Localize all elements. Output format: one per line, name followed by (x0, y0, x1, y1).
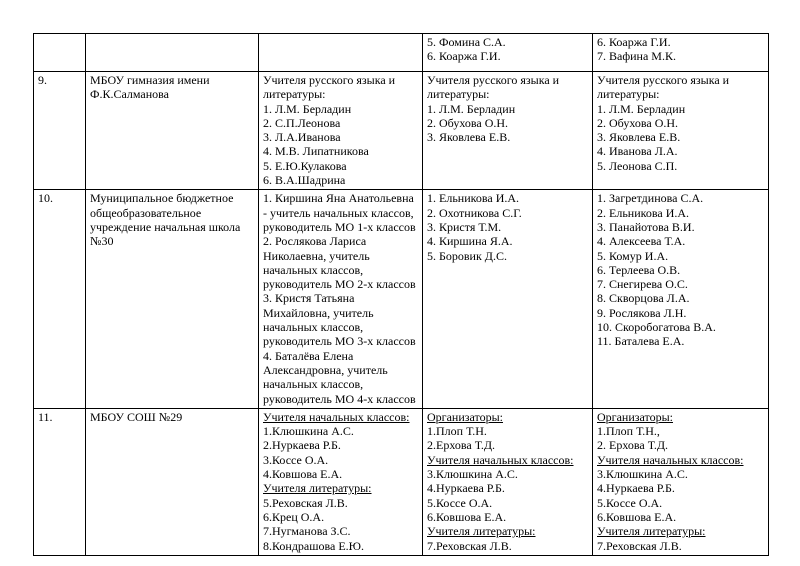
cell-text-line: 11. Баталева Е.А. (597, 334, 685, 349)
cell-text-line: 11. (38, 409, 53, 424)
table-cell-col2 (86, 72, 259, 190)
cell-text-line: 3. Кристя Т.М. (427, 219, 502, 234)
teachers-table (33, 33, 769, 556)
cell-text-line: 6.Крец О.А. (263, 509, 325, 524)
table-cell-col5 (593, 34, 769, 72)
cell-text-line: 1. Ельникова И.А. (427, 191, 520, 206)
cell-text-line: 6. Коаржа Г.И. (427, 49, 501, 64)
table-cell-col1 (34, 34, 86, 72)
cell-text-line: 2.Ерхова Т.Д. (427, 438, 496, 453)
table-cell-col3 (259, 408, 423, 555)
table-cell-col4 (423, 72, 593, 190)
table-cell-col4 (423, 34, 593, 72)
cell-text-line: 4. М.В. Липатникова (263, 144, 369, 159)
table-cell-col5 (593, 190, 769, 408)
cell-heading-underlined: Организаторы: (427, 409, 503, 424)
cell-text-line: 4. Иванова Л.А. (597, 144, 678, 159)
cell-text-line: 6.Ковшова Е.А. (427, 509, 507, 524)
cell-text-line: 3. Кристя Татьяна Михайловна, учитель начальных классов, руководитель МО 3-х классов (263, 291, 416, 349)
table-cell-col1 (34, 190, 86, 408)
teachers-table-body (34, 34, 769, 556)
cell-text-line: 6. В.А.Шадрина (263, 173, 346, 188)
cell-text-line: 5. Е.Ю.Кулакова (263, 158, 347, 173)
cell-text-line: 5. Леонова С.П. (597, 158, 678, 173)
cell-text-line: 4.Нуркаева Р.Б. (427, 481, 505, 496)
table-cell-col2 (86, 34, 259, 72)
table-cell-col3 (259, 190, 423, 408)
cell-text-line: 2. Охотникова С.Г. (427, 205, 522, 220)
cell-text-line: 7.Реховская Л.В. (597, 538, 682, 553)
cell-heading-underlined: Учителя литературы: (427, 524, 536, 539)
cell-text-line: 1.Клюшкина А.С. (263, 424, 354, 439)
cell-text-line: 4.Ковшова Е.А. (263, 467, 343, 482)
cell-text-line: 4.Нуркаева Р.Б. (597, 481, 675, 496)
cell-text-line: 6. Коаржа Г.И. (597, 35, 671, 49)
cell-text-line: МБОУ СОШ №29 (90, 409, 183, 424)
cell-text-line: Муниципальное бюджетное общеобразовательное учреждение начальная школа №30 (90, 191, 241, 249)
cell-text-line: 2. Обухова О.Н. (597, 115, 679, 130)
cell-text-line: 6.Ковшова Е.А. (597, 509, 677, 524)
cell-text-line: 2.Нуркаева Р.Б. (263, 438, 341, 453)
cell-text-line: 1.Плоп Т.Н., (597, 424, 660, 439)
cell-text-line: 10. Скоробогатова В.А. (597, 320, 716, 335)
cell-text-line: 8. Скворцова Л.А. (597, 291, 690, 306)
table-cell-col1 (34, 72, 86, 190)
cell-text-line: 3. Яковлева Е.В. (597, 130, 681, 145)
table-cell-col4 (423, 408, 593, 555)
table-cell-col3 (259, 34, 423, 72)
cell-heading-underlined: Организаторы: (597, 409, 673, 424)
table-row (34, 190, 769, 408)
cell-text-line: 7. Снегирева О.С. (597, 277, 688, 292)
table-cell-col1 (34, 408, 86, 555)
cell-heading-underlined: Учителя начальных классов: (263, 409, 410, 424)
cell-text-line: 1.Плоп Т.Н. (427, 424, 487, 439)
table-row (34, 34, 769, 72)
cell-text-line: 3.Клюшкина А.С. (427, 467, 518, 482)
cell-text-line: 2. Ельникова И.А. (597, 205, 690, 220)
cell-text-line: 2. Рослякова Лариса Николаевна, учитель начальных классов, руководитель МО 2-х классов (263, 234, 416, 292)
cell-text-line: 4. Алексеева Т.А. (597, 234, 686, 249)
cell-text-line: 1. Л.М. Берладин (427, 101, 516, 116)
cell-text-line: 6. Терлеева О.В. (597, 262, 681, 277)
cell-text-line: МБОУ гимназия имени Ф.К.Салманова (90, 73, 210, 102)
cell-text-line: 5. Фомина С.А. (427, 35, 506, 49)
cell-text-line: 10. (38, 191, 53, 206)
cell-text-line: Учителя русского языка и литературы: (427, 73, 560, 102)
cell-text-line: 5.Коссе О.А. (597, 495, 663, 510)
cell-text-line: 8.Кондрашова Е.Ю. (263, 538, 364, 553)
cell-text-line: 7.Реховская Л.В. (427, 538, 512, 553)
cell-heading-underlined: Учителя литературы: (263, 481, 372, 496)
cell-text-line: 7. Вафина М.К. (597, 49, 676, 64)
cell-text-line: 1. Л.М. Берладин (263, 101, 352, 116)
cell-text-line: 9. Рослякова Л.Н. (597, 305, 687, 320)
cell-text-line: 1. Л.М. Берладин (597, 101, 686, 116)
cell-heading-underlined: Учителя литературы: (597, 524, 706, 539)
table-row (34, 408, 769, 555)
cell-text-line: 3. Л.А.Иванова (263, 130, 341, 145)
cell-text-line: 3. Яковлева Е.В. (427, 130, 511, 145)
cell-text-line: 7.Нугманова З.С. (263, 524, 351, 539)
table-cell-col5 (593, 408, 769, 555)
cell-text-line: Учителя русского языка и литературы: (597, 73, 730, 102)
cell-text-line: 2. Обухова О.Н. (427, 115, 509, 130)
cell-text-line: Учителя русского языка и литературы: (263, 73, 396, 102)
table-cell-col4 (423, 190, 593, 408)
table-row (34, 72, 769, 190)
cell-text-line: 5.Коссе О.А. (427, 495, 493, 510)
cell-text-line: 1. Киршина Яна Анатольевна - учитель начальных классов, руководитель МО 1-х классов (263, 191, 416, 234)
table-cell-col5 (593, 72, 769, 190)
cell-text-line: 9. (38, 73, 47, 87)
cell-text-line: 5. Боровик Д.С. (427, 248, 507, 263)
cell-text-line: 4. Киршина Я.А. (427, 234, 513, 249)
cell-text-line: 3. Панайотова В.И. (597, 219, 695, 234)
cell-text-line: 1. Загретдинова С.А. (597, 191, 704, 206)
table-cell-col3 (259, 72, 423, 190)
cell-text-line: 5.Реховская Л.В. (263, 495, 348, 510)
cell-heading-underlined: Учителя начальных классов: (597, 452, 744, 467)
cell-text-line: 5. Комур И.А. (597, 248, 669, 263)
cell-text-line: 4. Баталёва Елена Александровна, учитель начальных классов, руководитель МО 4-х классов (263, 348, 416, 406)
cell-heading-underlined: Учителя начальных классов: (427, 452, 574, 467)
cell-text-line: 3.Клюшкина А.С. (597, 467, 688, 482)
cell-text-line: 2. Ерхова Т.Д. (597, 438, 669, 453)
cell-text-line: 3.Коссе О.А. (263, 452, 329, 467)
table-cell-col2 (86, 408, 259, 555)
table-cell-col2 (86, 190, 259, 408)
cell-text-line: 2. С.П.Леонова (263, 115, 341, 130)
